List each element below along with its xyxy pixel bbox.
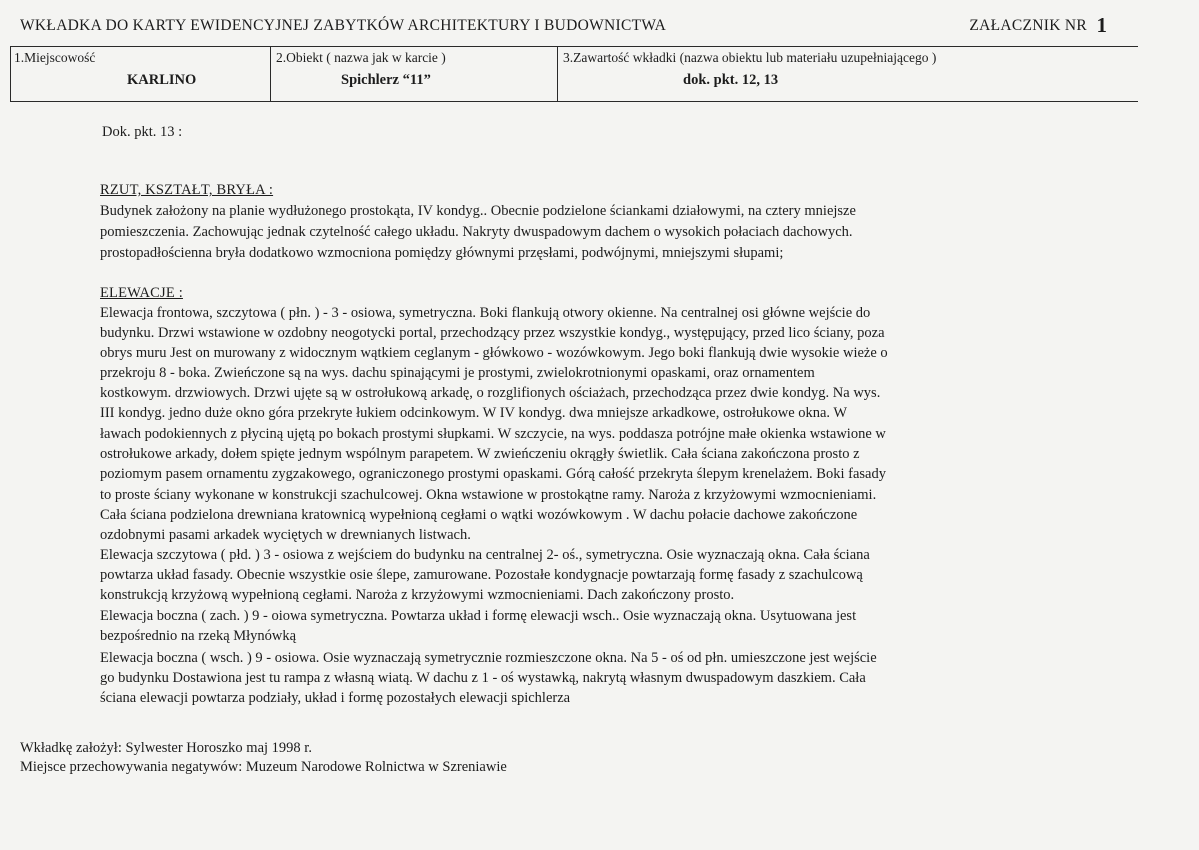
body-line: obrys muru Jest on murowany z widocznym wątkiem ceglanym - główkowo - wozówkowym. Jego boki flankują dwie wysokie wieże o [100, 345, 888, 361]
field-divider-1 [270, 46, 271, 102]
annex-label: ZAŁACZNIK NR [969, 17, 1087, 34]
object-value: Spichlerz “11” [341, 72, 431, 88]
content-value: dok. pkt. 12, 13 [683, 72, 779, 88]
field-divider-left [10, 46, 11, 102]
header-bottom-rule [10, 101, 1138, 102]
body-line: ostrołukowe arkady, dołem spięte jednym wspólnym parapetem. W zwieńczeniu okrągły świetlik. Cała ściana zakończona prosto z [100, 446, 860, 462]
body-line: Elewacja boczna ( wsch. ) 9 - osiowa. Osie wyznaczają symetrycznie rozmieszczone okna. Na 5 - oś od płn. umieszczone jest wejście [100, 650, 877, 666]
section-heading-plan: RZUT, KSZTAŁT, BRYŁA : [100, 182, 274, 198]
negative-storage-line: Miejsce przechowywania negatywów: Muzeum Narodowe Rolnictwa w Szreniawie [20, 759, 507, 775]
body-line: pomieszczenia. Zachowując jednak czytelność całego układu. Nakryty dwuspadowym dachem o wysokich połaciach dachowych. [100, 224, 853, 240]
section-heading-elevations: ELEWACJE : [100, 285, 183, 301]
body-line: go budynku Dostawiona jest tu rampa z własną wiatą. W dachu z 1 - oś wystawką, nakrytą własnym dwuspadowym daszkiem. Cała [100, 670, 866, 686]
body-line: to proste ściany wykonane w konstrukcji szachulcowej. Okna wstawione w prostokątne ramy. Naroża z krzyżowymi wzmocnieniami. [100, 487, 877, 503]
body-line: poziomym pasem ornamentu zygzakowego, ograniczonego prostymi opaskami. Górą całość przekryta ślepym krenelażem. Boki fasady [100, 466, 886, 482]
body-line: Elewacja boczna ( zach. ) 9 - oiowa symetryczna. Powtarza układ i formę elewacji wsch.. Osie wyznaczają okna. Usytuowana jest [100, 608, 857, 624]
field-divider-2 [557, 46, 558, 102]
body-line: budynku. Drzwi wstawione w ozdobny neogotycki portal, przechodzący przez wszystkie kondyg., występujący, przed lico ściany, poza [100, 325, 885, 341]
document-reference: Dok. pkt. 13 : [102, 124, 183, 140]
body-line: kostkowym. drzwiowych. Drzwi ujęte są w ostrołukową arkadę, o rozglifionych ościażach, przechodząca przez dwie kondyg. Na wys. [100, 385, 881, 401]
body-line: ławach podokiennych z płyciną ujętą po bokach prostymi słupkami. W szczycie, na wys. poddasza potrójne małe okienka wstawione w [100, 426, 886, 442]
author-line: Wkładkę założył: Sylwester Horoszko maj 1998 r. [20, 740, 312, 756]
body-line: Cała ściana podzielona drewniana kratownicą wypełnioną cegłami o wątki wozówkowym . W dachu połacie dachowe zakończone [100, 507, 858, 523]
body-line: prostopadłościenna bryła dodatkowo wzmocniona pomiędzy głównymi przęsłami, podwójnymi, mniejszymi słupami; [100, 245, 784, 261]
body-line: ozdobnymi pasami arkadek wyciętych w drewnianych listwach. [100, 527, 471, 543]
body-line: Budynek założony na planie wydłużonego prostokąta, IV kondyg.. Obecnie podzielone ściankami działowymi, na cztery mniejsze [100, 203, 856, 219]
body-line: ściana elewacji powtarza podziały, układ i formę pozostałych elewacji spichlerza [100, 690, 571, 706]
content-label: 3.Zawartość wkładki (nazwa obiektu lub materiału uzupełniającego ) [563, 50, 937, 65]
object-label: 2.Obiekt ( nazwa jak w karcie ) [276, 50, 446, 65]
body-line: powtarza układ fasady. Obecnie wszystkie osie ślepe, zamurowane. Pozostałe kondygnacje powtarzają formę fasady z szachulcową [100, 567, 863, 583]
body-line: przekroju 8 - boka. Zwieńczone są na wys. dachu spinającymi je prostymi, zwielokrotnionymi opaskami, oraz ornamentem [100, 365, 815, 381]
annex-number: 1 [1096, 13, 1107, 37]
locality-label: 1.Miejscowość [14, 50, 96, 65]
locality-value: KARLINO [127, 72, 197, 88]
document-title: WKŁADKA DO KARTY EWIDENCYJNEJ ZABYTKÓW ARCHITEKTURY I BUDOWNICTWA [20, 17, 667, 34]
body-line: konstrukcją krzyżową wypełnioną cegłami. Naroża z krzyżowymi wzmocnieniami. Dach zakończony prosto. [100, 587, 735, 603]
body-line: Elewacja szczytowa ( płd. ) 3 - osiowa z wejściem do budynku na centralnej 2- oś., symetryczna. Osie wyznaczają okna. Cała ściana [100, 547, 870, 563]
body-line: Elewacja frontowa, szczytowa ( płn. ) - 3 - osiowa, symetryczna. Boki flankują otwory okienne. Na centralnej osi główne wejście do [100, 305, 871, 321]
body-line: bezpośrednio na rzeką Młynówką [100, 628, 297, 644]
body-line: III kondyg. jedno duże okno góra przekryte łukiem odcinkowym. W IV kondyg. dwa mniejsze arkadkowe, ostrołukowe okna. W [100, 405, 848, 421]
header-top-rule [10, 46, 1138, 47]
